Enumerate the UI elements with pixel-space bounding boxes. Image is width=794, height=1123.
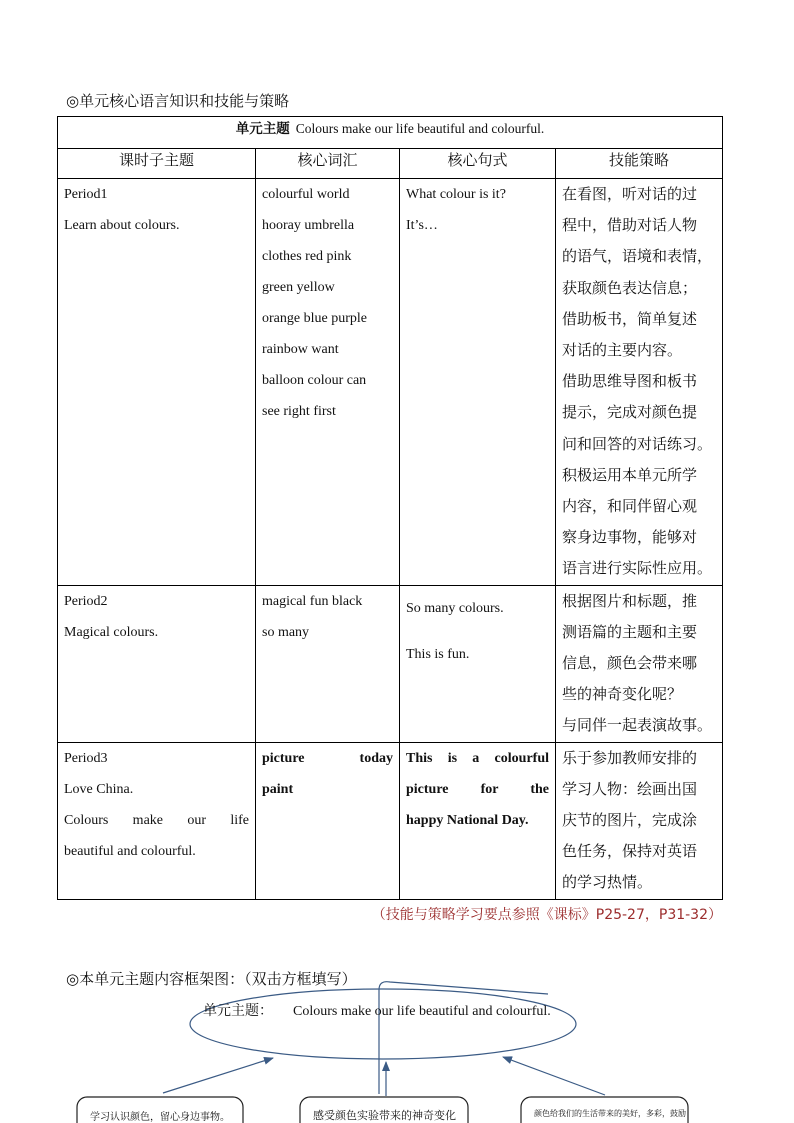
skills-line: 些的神奇变化呢？ <box>562 685 683 704</box>
vocab-line: hooray umbrella <box>262 218 355 233</box>
section-title-core-language: ◎单元核心语言知识和技能与策略 <box>66 92 290 110</box>
vocab-line: orange blue purple <box>262 311 367 326</box>
diagram-theme-prefix: 单元主题： <box>203 1003 273 1019</box>
arrow-right <box>503 1057 605 1095</box>
skills-line: 对话的主要内容。 <box>562 341 683 360</box>
period-topic: Learn about colours. <box>64 218 180 233</box>
skills-line: 的语气，语境和表情， <box>562 247 713 266</box>
skills-line: 问和回答的对话练习。 <box>562 434 713 453</box>
unit-theme-text: Colours make our life beautiful and colourful. <box>295 121 545 136</box>
vocab-line: picture today <box>262 750 393 766</box>
sentence-line: This is a colourful <box>406 750 549 766</box>
skills-line: 借助思维导图和板书 <box>562 372 698 391</box>
framework-box-1-text: 学习认识颜色，留心身边事物。 <box>90 1112 230 1123</box>
skills-line: 提示，完成对颜色提 <box>562 403 698 422</box>
period-topic: Magical colours. <box>64 624 159 640</box>
period-topic: beautiful and colourful. <box>64 843 196 859</box>
skills-line: 信息，颜色会带来哪 <box>562 654 698 673</box>
vocab-line: so many <box>262 624 310 640</box>
unit-theme-label: 单元主题 <box>235 121 290 137</box>
skills-line: 庆节的图片，完成涂 <box>562 811 698 830</box>
header-vocab: 核心词汇 <box>256 149 400 179</box>
arrow-left <box>163 1058 273 1093</box>
vocab-line: balloon colour can <box>262 373 367 388</box>
skills-line: 乐于参加教师安排的 <box>562 748 698 767</box>
diagram-theme-label <box>203 1000 551 1020</box>
vocab-line: magical fun black <box>262 593 363 609</box>
vocab-line: see right first <box>262 404 336 419</box>
vocab-line: rainbow want <box>262 342 339 357</box>
center-connector-line <box>379 982 548 1094</box>
header-sentences: 核心句式 <box>400 149 556 179</box>
skills-line: 察身边事物，能够对 <box>562 528 698 547</box>
vocab-line: colourful world <box>262 187 350 202</box>
sentence-line: It’s… <box>406 218 438 233</box>
header-period: 课时子主题 <box>58 149 256 179</box>
vocab-line: green yellow <box>262 280 335 295</box>
skills-line: 借助板书，简单复述 <box>562 309 698 328</box>
skills-line: 积极运用本单元所学 <box>562 465 698 484</box>
sentence-line: happy National Day. <box>406 812 529 828</box>
sentence-line: This is fun. <box>406 646 470 662</box>
framework-box-2-text: 感受颜色实验带来的神奇变化 <box>313 1109 456 1122</box>
skills-line: 的学习热情。 <box>562 873 653 892</box>
skills-line: 学习人物：绘画出国 <box>562 779 698 798</box>
period-title: Period1 <box>64 187 108 202</box>
header-skills: 技能策略 <box>556 149 723 179</box>
skills-line: 色任务，保持对英语 <box>562 842 698 861</box>
skills-line: 获取颜色表达信息； <box>562 278 698 297</box>
period-topic: Colours make our life <box>64 812 249 828</box>
skills-line: 程中，借助对话人物 <box>562 216 698 235</box>
framework-box-3-text: 颜色给我们的生活带来的美好，多彩，鼓励 <box>534 1109 686 1118</box>
skills-line: 内容，和同伴留心观 <box>562 497 698 516</box>
skills-line: 测语篇的主题和主要 <box>562 622 698 641</box>
section-title-framework: ◎本单元主题内容框架图：（双击方框填写） <box>66 970 357 988</box>
sentence-line: What colour is it? <box>406 187 506 202</box>
sentence-line: picture for the <box>406 781 549 797</box>
skills-line: 根据图片和标题，推 <box>562 591 698 610</box>
curriculum-reference-note: （技能与策略学习要点参照《课标》P25-27，P31-32） <box>371 907 722 923</box>
period-title: Period2 <box>64 593 108 609</box>
skills-line: 语言进行实际性应用。 <box>562 559 713 578</box>
sentence-line: So many colours. <box>406 600 504 616</box>
skills-line: 在看图，听对话的过 <box>562 185 698 203</box>
diagram-theme-text: Colours make our life beautiful and colourful. <box>293 1004 551 1019</box>
vocab-line: clothes red pink <box>262 249 352 264</box>
skills-line: 与同伴一起表演故事。 <box>562 716 713 735</box>
period-title: Period3 <box>64 750 108 766</box>
period-topic: Love China. <box>64 781 134 797</box>
vocab-line: paint <box>262 781 294 797</box>
